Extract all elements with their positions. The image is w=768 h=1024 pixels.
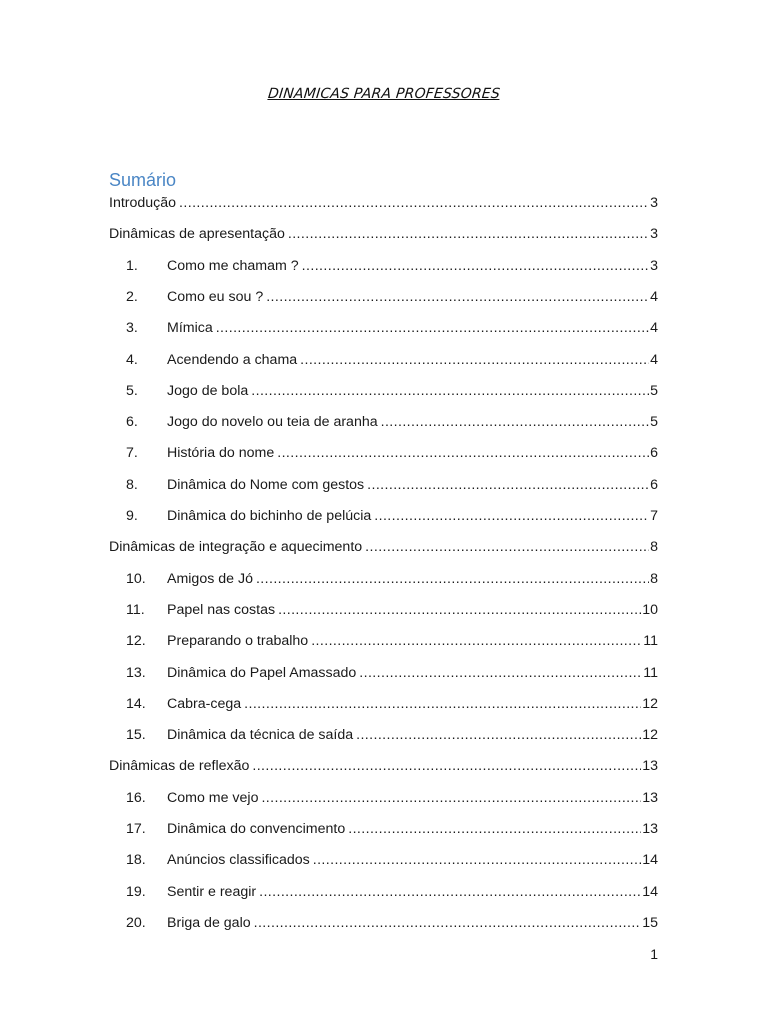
toc-entry[interactable] [126,631,658,651]
toc-entry-label: Acendendo a chama [167,351,298,368]
toc-dot-leader [311,631,642,651]
toc-entry-page: 11 [643,633,658,650]
toc-entry[interactable] [126,600,658,620]
toc-entry-page: 3 [650,195,658,211]
toc-dot-leader [374,506,649,526]
toc-dot-leader [254,913,642,933]
toc-entry-label: Anúncios classificados [167,852,310,869]
toc-dot-leader [277,443,649,463]
toc-entry-page: 5 [650,382,658,399]
toc-entry-number: 5. [126,382,138,399]
toc-dot-leader [348,819,641,839]
toc-entry-label: Como me vejo [167,789,259,806]
page-number: 1 [650,946,658,962]
toc-entry-page: 4 [650,320,658,337]
toc-entry[interactable] [126,850,658,870]
toc-entry[interactable] [126,506,658,526]
toc-dot-leader [300,350,649,370]
toc-entry-page: 8 [650,539,658,556]
toc-entry-number: 4. [126,351,138,368]
toc-heading: Sumário [109,170,177,190]
toc-entry-label: Amigos de Jó [167,570,253,587]
toc-entry-number: 11. [126,601,145,618]
toc-entry-page: 10 [642,601,658,618]
toc-dot-leader [251,381,649,401]
toc-entry-label: Como me chamam ? [167,257,299,274]
toc-entry-label: Introdução [109,195,177,211]
toc-entry[interactable] [109,193,658,213]
toc-entry-page: 13 [642,758,658,775]
toc-entry-label: Dinâmica do convencimento [167,821,346,837]
toc-entry[interactable] [126,725,658,745]
toc-entry-label: Dinâmica do Papel Amassado [167,664,357,681]
toc-dot-leader [261,788,641,808]
toc-entry-number: 6. [126,414,138,431]
toc-entry-number: 18. [126,852,146,869]
toc-entry-label: Dinâmica do Nome com gestos [167,476,365,493]
toc-entry-number: 13. [126,664,146,681]
toc-entry-page: 6 [650,476,658,493]
toc-entry-number: 3. [126,320,138,337]
toc-entry-number: 1. [126,257,138,274]
toc-entry[interactable] [126,318,658,338]
toc-entry[interactable] [126,412,658,432]
toc-entry-number: 15. [126,727,146,744]
toc-dot-leader [244,694,641,714]
toc-entry-page: 7 [650,508,658,524]
toc-entry-page: 3 [650,226,658,243]
toc-entry-label: Dinâmicas de reflexão [109,758,250,775]
toc-dot-leader [367,475,649,495]
toc-entry-label: Dinâmicas de integração e aquecimento [109,539,363,556]
toc-entry-page: 15 [642,914,658,931]
toc-entry[interactable] [126,256,658,276]
toc-dot-leader [252,756,641,776]
toc-entry-label: Sentir e reagir [167,883,257,900]
document-title: DINAMICAS PARA PROFESSORES [267,86,501,102]
toc-entry-number: 7. [126,445,138,462]
toc-dot-leader [313,850,641,870]
toc-entry-page: 14 [642,852,658,869]
toc-entry-number: 14. [126,695,146,712]
toc-entry-label: Mímica [167,320,213,337]
toc-entry-number: 9. [126,508,138,524]
toc-entry-page: 14 [642,883,658,900]
toc-entry-page: 13 [642,789,658,806]
toc-dot-leader [302,256,649,276]
toc-dot-leader [381,412,649,432]
toc-entry[interactable] [126,694,658,714]
toc-dot-leader [259,882,641,902]
toc-entry-page: 12 [642,695,658,712]
toc-dot-leader [256,569,649,589]
toc-entry[interactable] [126,819,658,839]
toc-entry[interactable] [109,756,658,776]
toc-dot-leader [359,663,642,683]
toc-entry-label: História do nome [167,445,275,462]
toc-entry[interactable] [126,569,658,589]
toc-entry-page: 5 [650,414,658,431]
toc-entry[interactable] [109,537,658,557]
toc-entry[interactable] [109,224,658,244]
toc-entry-page: 13 [642,821,658,837]
toc-dot-leader [356,725,641,745]
toc-dot-leader [288,224,649,244]
toc-entry[interactable] [126,443,658,463]
toc-dot-leader [216,318,649,338]
toc-entry-number: 17. [126,821,146,837]
toc-entry-label: Como eu sou ? [167,288,264,305]
toc-entry-label: Papel nas costas [167,601,276,618]
toc-entry[interactable] [126,788,658,808]
toc-entry-page: 11 [643,664,658,681]
toc-entry[interactable] [126,882,658,902]
toc-dot-leader [179,193,649,213]
toc-entry-number: 10. [126,570,146,587]
toc-entry[interactable] [126,475,658,495]
toc-entry[interactable] [126,287,658,307]
toc-entry-page: 8 [650,570,658,587]
toc-entry-label: Dinâmicas de apresentação [109,226,285,243]
toc-dot-leader [278,600,641,620]
toc-entry-label: Cabra-cega [167,695,242,712]
toc-dot-leader [266,287,649,307]
toc-entry-page: 4 [650,351,658,368]
toc-entry-label: Dinâmica do bichinho de pelúcia [167,508,372,524]
toc-entry-page: 12 [642,727,658,744]
toc-entry[interactable] [126,350,658,370]
toc-entry-number: 2. [126,288,138,305]
toc-entry-number: 20. [126,914,146,931]
toc-dot-leader [365,537,649,557]
toc-entry-label: Jogo do novelo ou teia de aranha [167,414,378,431]
toc-entry[interactable] [126,663,658,683]
toc-entry-number: 19. [126,883,146,900]
toc-entry-label: Briga de galo [167,914,251,931]
toc-entry-page: 6 [650,445,658,462]
toc-entry-number: 8. [126,476,138,493]
toc-entry-page: 4 [650,288,658,305]
toc-entry-label: Preparando o trabalho [167,633,309,650]
toc-entry-number: 12. [126,633,146,650]
toc-entry-label: Jogo de bola [167,382,249,399]
toc-entry-number: 16. [126,789,146,806]
toc-entry-page: 3 [650,257,658,274]
toc-entry-label: Dinâmica da técnica de saída [167,727,354,744]
toc-entry[interactable] [126,913,658,933]
toc-entry[interactable] [126,381,658,401]
